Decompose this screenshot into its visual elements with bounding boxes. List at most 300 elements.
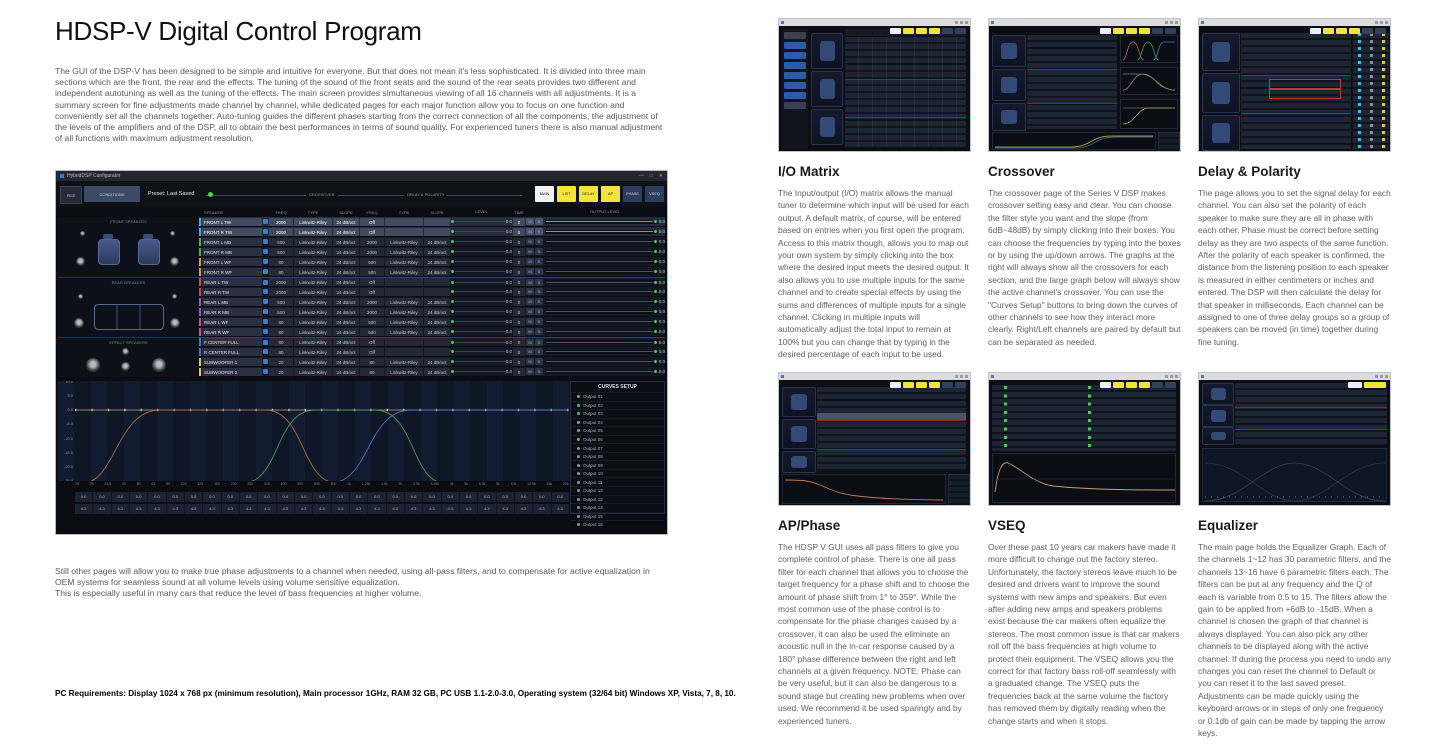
channel-row [199,367,665,377]
hpf-frequency-field: 80 [269,348,293,356]
lpf-type-field: Linkwitz-Riley [385,298,423,306]
eq-gain-field: 0.0 [533,492,550,502]
output-label: Output 11 [583,479,603,485]
io-matrix-grid [845,37,966,147]
mute-button: M [526,228,534,235]
solo-button: S [535,228,543,235]
lpf-slope-field: 24 dB/oct [424,358,450,366]
curves-setup-mini-list [948,474,970,506]
lpf-slope-field: 24 dB/oct [424,268,450,276]
x-tick-label: 31.5 [104,482,112,486]
lpf-slope-field: 24 dB/oct [424,308,450,316]
channel-name: FRONT R MB [202,248,262,256]
hpf-frequency-field: 80 [269,328,293,336]
app-toolbar [56,181,667,207]
curves-output-item [571,392,664,401]
hpf-type-field: Linkwitz-Riley [294,328,332,336]
speaker-icon [78,294,83,299]
lpf-frequency-field: Off [360,338,384,346]
gain-slider-handle [451,290,454,293]
gain-slider-track [455,331,505,332]
output-level-bar [545,280,665,285]
section-separator [1027,69,1117,70]
solo-button: S [535,298,543,305]
screenshot-io-matrix [778,18,971,152]
output-level-bar [545,289,665,294]
x-tick-label: 125 [197,482,204,486]
outro-line-2: This is especially useful in many cars that reduce the level of bass frequencies at higher volume. [55,588,422,599]
eq-gain-field: 0.0 [405,492,422,502]
feature-body: The crossover page of the Series V DSP makes crossover setting easy and clear. You can choose the filter style you want and the slope (from 6dB~48dB) by simply clicking into their boxes. You can choose the frequencies by typing into the boxes or by using the up/down arrows. The graphs at the right will always show all the crossovers for each section, and the large graph below will always show the active channel's crossover. You can use the "Curves Setup" buttons to bring down the curves of other channels to see how they interact more clearly. Right/Left channels are paired by default but can be separated as needed. [988,188,1181,347]
x-tick-label: 100 [180,482,187,486]
eq-q-field: 4.3 [387,504,404,514]
header-freq2: FREQ [366,209,378,215]
feature-ap-phase [778,372,971,727]
header-speaker: SPEAKER [204,209,223,215]
eq-gain-field: 0.0 [240,492,257,502]
mute-button: M [526,298,534,305]
rear-speakers-label: REAR SPEAKERS [111,280,146,285]
output-level-value: 0.0 [658,259,665,264]
section-separator [1235,429,1387,430]
thumb-nav-buttons [890,28,966,34]
hpf-type-field: Linkwitz-Riley [294,268,332,276]
gain-slider-handle [451,370,454,373]
hpf-slope-field: 24 dB/oct [333,268,359,276]
mute-button: M [526,288,534,295]
x-tick-label: 200 [230,482,237,486]
eq-gain-field: 0.0 [258,492,275,502]
gain-value: 0.0 [505,359,512,364]
output-color-dot [577,429,580,432]
output-level-track [545,310,658,314]
thumb-nav-buttons [890,382,966,388]
lpf-frequency-field: 500 [360,268,384,276]
time-field: 0 [513,278,525,286]
gain-slider-track [455,282,505,283]
gain-slider [451,369,512,374]
output-color-dot [577,523,580,526]
mute-button: M [526,279,534,286]
output-level-bar [545,359,665,364]
eq-q-field: 4.3 [93,504,110,514]
section-separator [1235,407,1387,408]
x-tick-label: 12.5k [527,482,536,486]
x-tick-label: 5k [464,482,468,486]
lpf-type-field: Linkwitz-Riley [385,248,423,256]
section-separator [817,420,966,421]
effect-speakers-graphic [58,337,199,378]
output-level-value: 0.0 [658,369,665,374]
time-field: 0 [513,318,525,326]
lpf-frequency-field: Off [360,348,384,356]
gain-slider-handle [451,320,454,323]
time-field: 0 [513,348,525,356]
effect-speakers-label: EFFECT SPEAKERS [109,340,148,345]
eq-q-field: 4.3 [350,504,367,514]
header-slope2: SLOPE [430,209,444,215]
mute-solo-buttons [526,218,544,225]
output-level-bar [545,269,665,274]
channel-row [199,317,665,327]
eq-gain-field: 0.0 [368,492,385,502]
mute-solo-buttons [526,228,544,235]
output-color-dot [577,464,580,467]
x-tick-label: 3.15k [430,482,439,486]
channel-color-accent [199,318,201,326]
x-tick-label: 50 [136,482,141,486]
mute-solo-buttons [526,268,544,275]
channel-name: R CENTER FULL [202,348,262,356]
section-separator [845,117,966,118]
channel-name: REAR R TW [202,288,262,296]
eq-q-field: 4.3 [112,504,129,514]
lpf-frequency-field: 2000 [360,308,384,316]
mute-solo-buttons [526,318,544,325]
pc-requirements: PC Requirements: Display 1024 x 768 px (minimum resolution), Main processor 1GHz, RAM 32 GB, PC USB 1.1-2.0-3.0, Operating system (32/64 bit) Windows XP, Vista, 7, 8, 10. [55,689,736,698]
eq-q-field: 4.3 [405,504,422,514]
channel-table-header [199,207,665,216]
output-level-value: 0.0 [658,289,665,294]
hpf-frequency-field: 80 [269,258,293,266]
header-time: TIME [514,209,524,215]
gain-slider-track [455,231,505,232]
channel-color-accent [199,278,201,286]
output-level-track [545,230,658,234]
time-field: 0 [513,358,525,366]
gain-value: 0.0 [505,279,512,285]
gain-slider-track [455,361,505,362]
time-field: 0 [513,308,525,316]
eq-gain-field: 0.0 [497,492,514,502]
feature-equalizer [1198,372,1391,740]
eq-gain-field: 0.0 [313,492,330,502]
outro-line-1: Still other pages will allow you to make true phase adjustments to a channel when needed, using all-pass filters, and to compensate for active equalization in OEM systems for seamless sound at all volume levels using volume sensitive equalization. [55,566,650,588]
crossover-graph [58,381,570,481]
feature-body: The main page holds the Equalizer Graph. Each of the channels 1~12 has 30 parametric filters, and the channels 13~16 have 6 parametric filters each. The filters can be put at any frequency and the Q of each is variable from 0.5 to 15. The filters allow the gain to be applied from +6dB to -15dB. When a channel is chosen the graph of that channel is always displayed. You can also pick any other channels to be displayed along with the active channel. If during the process you need to undo any changes you can reset the channel to Default or you can reset it to the last saved preset. Adjustments can be made quickly using the keyboard arrows or in steps of only one frequency or 0.1db of gain can be made by tapping the arrow keys. [1198,542,1391,739]
channel-row [199,347,665,357]
car-graphic [782,387,816,417]
mute-button: M [526,358,534,365]
link-toggle [263,229,268,234]
output-level-track [545,240,658,244]
gain-slider-track [455,261,505,262]
eq-q-field: 4.3 [75,504,92,514]
lpf-type-field [385,338,423,346]
gain-slider [451,280,512,285]
x-tick-label: 10k [510,482,517,486]
link-toggle [263,329,268,334]
car-graphic [992,103,1026,131]
output-level-value: 0.0 [658,299,665,304]
output-label: Output 03 [583,411,603,417]
hpf-frequency-field: 20 [269,368,293,376]
gain-slider-track [455,311,505,312]
lpf-slope-field [424,338,450,346]
channel-row [199,257,665,267]
output-color-dot [577,404,580,407]
x-tick-label: 1k [347,482,351,486]
output-level-bar [545,299,665,304]
x-tick-label: 800 [330,482,337,486]
output-label: Output 07 [583,445,603,451]
output-label: Output 05 [583,428,603,434]
output-label: Output 01 [583,394,603,400]
output-level-value: 0.0 [658,339,665,345]
hpf-slope-field: 24 dB/oct [333,328,359,336]
channel-row [199,217,665,227]
mute-button: M [526,308,534,315]
header-level: LEVEL [475,209,488,214]
channel-row [199,357,665,367]
x-tick-label: 1.25k [361,482,371,486]
y-tick-label: -25.0 [63,477,73,481]
x-tick-label: 6.3k [478,482,486,486]
eq-q-field: 4.3 [368,504,385,514]
curves-output-item [571,426,664,435]
link-toggle [263,289,268,294]
gain-slider [451,340,512,345]
eq-gain-field: 0.0 [203,492,220,502]
lpf-slope-field: 24 dB/oct [424,298,450,306]
eq-gain-field: 0.0 [277,492,294,502]
gain-slider-track [455,342,505,343]
highlight-box [1269,89,1341,99]
output-label: Output 06 [583,437,603,442]
car-graphic [1202,33,1240,71]
front-speakers-label: FRONT SPEAKERS [110,219,147,224]
mute-button: M [526,248,534,255]
thumb-nav-buttons [1100,28,1176,34]
channel-name: FRONT L MB [202,238,262,246]
lpf-frequency-field: Off [360,278,384,286]
channel-name: FRONT L TW [202,218,262,226]
gain-slider [451,219,512,224]
x-tick-label: 20k [562,482,569,486]
hpf-slope-field: 24 dB/oct [333,298,359,306]
main-screenshot [55,170,668,535]
mini-graph-rear [1120,67,1178,95]
car-graphic [811,33,843,69]
output-label: Output 10 [583,471,603,477]
time-field: 0 [513,298,525,306]
gain-slider [451,349,512,354]
outro-paragraph [55,566,669,600]
mute-solo-buttons [526,288,544,295]
hpf-frequency-field: 500 [269,308,293,316]
gain-slider [451,269,512,274]
channel-name: FRONT R TW [202,228,262,236]
gain-value: 0.0 [505,309,512,314]
feature-heading: I/O Matrix [778,164,840,179]
channel-color-accent [199,248,201,256]
gain-slider [451,299,512,304]
gain-slider-handle [451,230,454,233]
lpf-type-field: Linkwitz-Riley [385,258,423,266]
eq-q-field: 4.3 [552,504,569,514]
eq-gain-field: 0.0 [148,492,165,502]
output-level-bar [545,329,665,334]
eq-gain-field: 0.0 [185,492,202,502]
eq-q-field: 4.3 [515,504,532,514]
gain-value: 0.0 [505,259,512,264]
eq-q-field: 4.3 [460,504,477,514]
speaker-icon [170,318,180,328]
solo-button: S [535,238,543,245]
eq-q-field: 4.3 [130,504,147,514]
eq-gain-field: 0.0 [332,492,349,502]
hpf-type-field: Linkwitz-Riley [294,368,332,376]
equalizer-graph [1202,448,1387,502]
output-level-value: 0.0 [658,349,665,354]
feature-heading: VSEQ [988,518,1026,533]
hpf-frequency-field: 500 [269,298,293,306]
gain-slider [451,249,512,254]
eq-q-field: 4.3 [332,504,349,514]
crossover-table [1027,35,1117,129]
channel-color-accent [199,228,201,236]
gain-value: 0.0 [505,319,512,324]
mute-button: M [526,339,534,346]
hpf-type-field: Linkwitz-Riley [294,278,332,286]
eq-q-field: 4.3 [222,504,239,514]
page-nav-buttons [535,186,664,202]
hpf-type-field: Linkwitz-Riley [294,258,332,266]
lpf-slope-field [424,288,450,296]
gain-slider-track [455,371,505,372]
channel-name: FRONT L WF [202,258,262,266]
channel-rows [199,217,665,377]
gain-slider-track [455,221,505,222]
output-level-value: 0.0 [658,329,665,334]
link-toggle [263,369,268,374]
thumb-titlebar [989,373,1180,380]
curves-setup-list [571,392,664,529]
output-label: Output 09 [583,462,603,468]
car-graphic [1202,427,1234,445]
nav-button: LIST [557,186,576,202]
channel-name: SUBWOOFER 2 [202,368,262,376]
time-field: 0 [513,288,525,296]
x-tick-label: 25 [89,482,94,486]
gain-slider-handle [451,270,454,273]
car-graphics-panel [58,217,199,377]
output-level-track [545,270,658,274]
channel-row [199,337,665,347]
eq-gain-field: 0.0 [295,492,312,502]
eq-gain-field: 0.0 [75,492,92,502]
x-tick-label: 1.6k [381,482,388,486]
hpf-slope-field: 24 dB/oct [333,308,359,316]
output-level-bar [545,219,665,224]
channel-color-accent [199,298,201,306]
screenshot-ap-phase [778,372,971,506]
lpf-frequency-field: Off [360,218,384,226]
curves-output-item [571,435,664,444]
preset-label: Preset: Last Saved [148,191,195,197]
header-freq: FREQ [275,209,287,215]
output-level-bar [545,319,665,324]
gain-slider-track [455,251,505,252]
channel-color-accent [199,308,201,316]
time-field: 0 [513,228,525,236]
y-tick-label: 5.0 [67,393,73,399]
channel-name: SUBWOOFER 1 [202,358,262,366]
link-toggle [263,239,268,244]
gain-slider [451,359,512,364]
phase-graph [782,474,946,504]
feature-vseq [988,372,1181,727]
curves-output-item [571,503,664,512]
master-slider-handle [208,192,213,197]
nav-button: PHASE [623,186,642,202]
time-field: 0 [513,218,525,226]
main-crossover-graph [992,132,1156,150]
channel-row [199,287,665,297]
thumb-titlebar [779,373,970,380]
thumb-titlebar [1199,373,1390,380]
channel-name: F CENTER FULL [202,338,262,346]
solo-button: S [535,258,543,265]
car-graphic [1202,115,1240,151]
y-tick-label: -15.0 [63,449,73,455]
rear-speakers-graphic [58,277,199,338]
eq-table [1235,383,1387,445]
feature-io-matrix [778,18,971,361]
lpf-type-field: Linkwitz-Riley [385,358,423,366]
mute-solo-buttons [526,328,544,335]
delay-polarity-group-label: DELAY & POLARITY [404,190,447,199]
lpf-type-field [385,288,423,296]
mini-graph-front [1120,35,1178,63]
mute-button: M [526,368,534,375]
solo-button: S [535,368,543,375]
output-color-dot [577,447,580,450]
x-tick-label: 315 [264,482,270,486]
output-level-track [545,220,658,224]
speaker-icon [172,294,177,299]
nav-button: MAIN [535,186,554,202]
time-field: 0 [513,238,525,246]
link-toggle [263,359,268,364]
y-tick-label: 10.0 [65,381,73,384]
eq-q-field: 4.3 [258,504,275,514]
output-color-dot [577,481,580,484]
mute-solo-buttons [526,308,544,315]
x-tick-label: 400 [280,482,287,486]
x-tick-label: 16k [546,482,553,486]
hpf-type-field: Linkwitz-Riley [294,298,332,306]
lpf-frequency-field: 80 [360,358,384,366]
thumb-titlebar [989,19,1180,26]
channel-row [199,227,665,237]
time-field: 0 [513,258,525,266]
y-tick-label: -10.0 [63,435,73,441]
hpf-frequency-field: 20 [269,358,293,366]
lpf-frequency-field: 80 [360,368,384,376]
file-button: FILE [60,186,82,204]
output-level-value: 0.0 [658,319,665,324]
eq-gain-field: 0.0 [112,492,129,502]
link-toggle [263,269,268,274]
channel-row [199,237,665,247]
gain-value: 0.0 [505,249,512,254]
feature-body: The page allows you to set the signal delay for each channel. You can also set the polarity of each speaker to make sure they are all in phase with each other. Phase must be correct before setting delay as they are two aspects of the same function. After the polarity of each speaker is confirmed, the distance from the listening position to each speaker is measured in either centimeters or inches and entered. The DSP will then calculate the delay for that speaker in milliseconds. Each channel can be assigned to one of three delay groups so a group of speakers can be moved (in time) together during fine tuning. [1198,188,1391,347]
eq-q-field: 4.3 [533,504,550,514]
channel-row [199,277,665,287]
header-type2: TYPE [398,209,410,215]
front-right-seat [138,239,160,265]
